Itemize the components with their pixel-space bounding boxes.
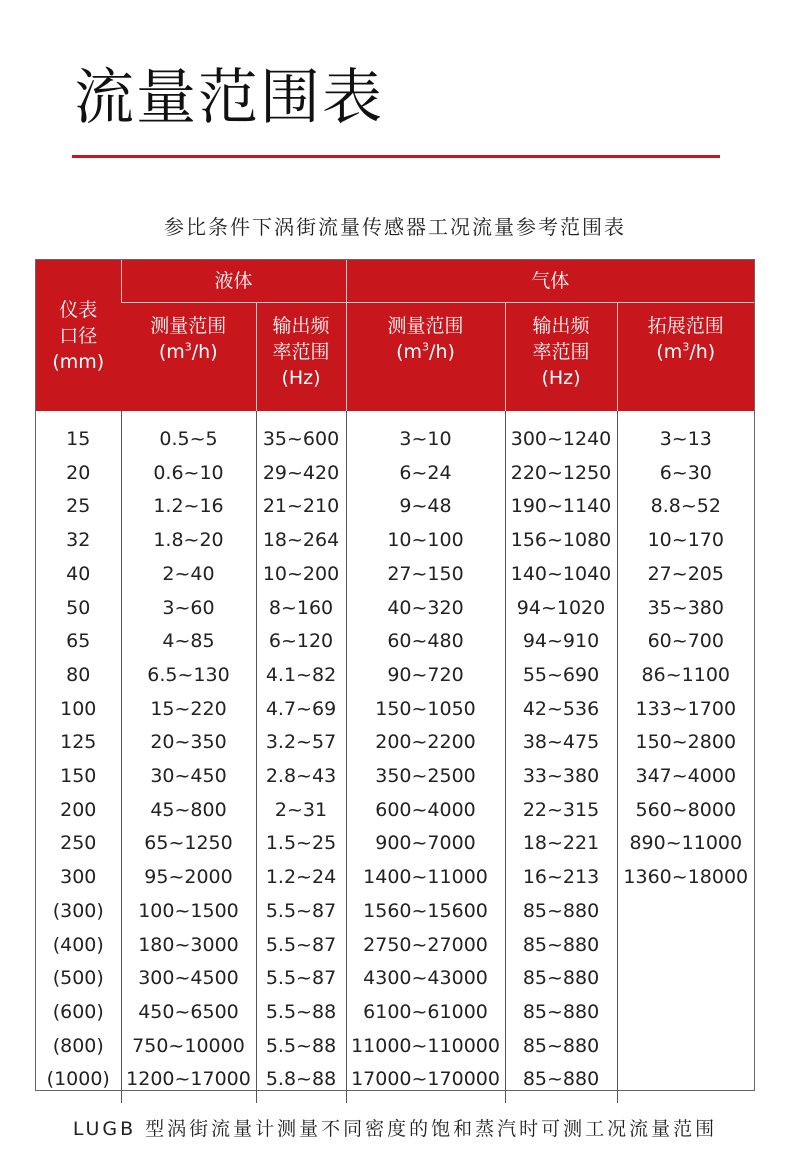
header-gas-range: [346, 303, 505, 412]
cell-gas-freq: 55~690: [505, 659, 617, 693]
table-row: [36, 558, 754, 592]
table-row: [36, 625, 754, 659]
cell-liquid-range: 1.2~16: [121, 490, 256, 524]
title-divider: [72, 155, 720, 158]
cell-gas-freq: 33~380: [505, 760, 617, 794]
cell-liquid-range: 15~220: [121, 693, 256, 727]
table-row: [36, 962, 754, 996]
cell-gas-range: 40~320: [346, 592, 505, 626]
cell-diameter: 25: [66, 495, 91, 518]
cell-liquid-range: 1.8~20: [121, 524, 256, 558]
cell-liquid-range: 450~6500: [121, 996, 256, 1030]
cell-gas-extended: 10~170: [617, 524, 754, 558]
cell-diameter: 15: [66, 428, 91, 450]
cell-liquid-freq: 21~210: [256, 490, 346, 524]
cell-diameter: 40: [66, 562, 91, 585]
cell-gas-range: 1400~11000: [346, 861, 505, 895]
cell-liquid-freq: 5.5~87: [256, 895, 346, 929]
cell-gas-extended: 347~4000: [617, 760, 754, 794]
table-row: [36, 996, 754, 1030]
header-diameter-line3: (mm): [52, 350, 105, 373]
cell-diameter: (1000): [46, 1068, 110, 1091]
cell-gas-freq: 300~1240: [505, 411, 617, 457]
cell-gas-extended: [617, 929, 754, 963]
cell-liquid-freq: 1.5~25: [256, 827, 346, 861]
cell-liquid-freq: 5.5~87: [256, 929, 346, 963]
cell-diameter: 125: [60, 731, 97, 754]
cell-gas-range: 150~1050: [346, 693, 505, 727]
cell-liquid-freq: 18~264: [256, 524, 346, 558]
cell-gas-freq: 85~880: [505, 996, 617, 1030]
cell-gas-freq: 22~315: [505, 794, 617, 828]
cell-liquid-range: 95~2000: [121, 861, 256, 895]
header-liquid-freq-line3: (Hz): [281, 367, 321, 389]
cell-gas-range: 3~10: [346, 411, 505, 457]
header-gas-freq-line3: (Hz): [541, 367, 581, 389]
header-gas-range-unit: $(m^3/h)$: [396, 340, 455, 363]
header-gas-freq-line1: 输出频: [532, 315, 590, 337]
header-liquid-range-label: 测量范围: [150, 315, 227, 337]
cell-liquid-range: 750~10000: [121, 1030, 256, 1064]
cell-liquid-freq: 5.8~88: [256, 1063, 346, 1103]
cell-gas-extended: 890~11000: [617, 827, 754, 861]
cell-gas-range: 10~100: [346, 524, 505, 558]
cell-liquid-freq: 1.2~24: [256, 861, 346, 895]
cell-gas-extended: [617, 895, 754, 929]
cell-liquid-range: 180~3000: [121, 929, 256, 963]
cell-liquid-range: 65~1250: [121, 827, 256, 861]
cell-gas-freq: 140~1040: [505, 558, 617, 592]
cell-gas-extended: 560~8000: [617, 794, 754, 828]
cell-gas-extended: [617, 1030, 754, 1064]
cell-gas-range: 2750~27000: [346, 929, 505, 963]
cell-liquid-freq: 5.5~87: [256, 962, 346, 996]
cell-diameter: (300): [52, 899, 104, 922]
header-gas-extended: [617, 303, 754, 412]
page-title: 流量范围表: [74, 63, 384, 133]
header-liquid-range-unit: $(m^3/h)$: [158, 340, 218, 363]
cell-diameter: 150: [60, 765, 97, 788]
cell-liquid-range: 0.6~10: [121, 457, 256, 491]
cell-gas-freq: 42~536: [505, 693, 617, 727]
cell-liquid-range: 20~350: [121, 726, 256, 760]
header-gas-extended-unit: $(m^3/h)$: [656, 340, 716, 363]
cell-gas-freq: 190~1140: [505, 490, 617, 524]
cell-liquid-range: 1200~17000: [121, 1063, 256, 1103]
footnote: LUGB 型涡街流量计测量不同密度的饱和蒸汽时可测工况流量范围: [72, 1118, 718, 1140]
cell-liquid-range: 300~4500: [121, 962, 256, 996]
header-diameter-line1: 仪表: [59, 298, 98, 321]
table-row: [36, 929, 754, 963]
cell-liquid-range: 4~85: [121, 625, 256, 659]
cell-diameter: 65: [66, 630, 91, 653]
header-liquid-freq: [256, 303, 346, 412]
header-liquid-group: 液体: [121, 260, 346, 303]
cell-gas-freq: 85~880: [505, 1063, 617, 1103]
cell-gas-range: 60~480: [346, 625, 505, 659]
header-diameter-line2: 口径: [59, 324, 98, 347]
table-row: [36, 693, 754, 727]
cell-diameter: 200: [60, 798, 97, 821]
table-row: [36, 592, 754, 626]
table-row: [36, 1030, 754, 1064]
cell-gas-extended: [617, 1063, 754, 1103]
table-row: [36, 861, 754, 895]
cell-gas-extended: 60~700: [617, 625, 754, 659]
table-subtitle: 参比条件下涡街流量传感器工况流量参考范围表: [164, 215, 626, 239]
cell-diameter: 300: [60, 866, 97, 889]
table-row: [36, 895, 754, 929]
cell-gas-range: 9~48: [346, 490, 505, 524]
table-row: [36, 726, 754, 760]
cell-liquid-freq: 8~160: [256, 592, 346, 626]
cell-liquid-freq: 3.2~57: [256, 726, 346, 760]
cell-diameter: 100: [60, 697, 97, 720]
cell-liquid-freq: 5.5~88: [256, 1030, 346, 1064]
cell-gas-freq: 18~221: [505, 827, 617, 861]
cell-liquid-freq: 10~200: [256, 558, 346, 592]
table-row: [36, 794, 754, 828]
cell-gas-freq: 220~1250: [505, 457, 617, 491]
cell-liquid-range: 45~800: [121, 794, 256, 828]
cell-gas-freq: 16~213: [505, 861, 617, 895]
cell-liquid-freq: 2.8~43: [256, 760, 346, 794]
header-gas-freq: [505, 303, 617, 412]
cell-gas-range: 6100~61000: [346, 996, 505, 1030]
table-row: [36, 659, 754, 693]
cell-diameter: 32: [66, 529, 91, 552]
flow-range-table-grid: [36, 260, 754, 1103]
cell-liquid-freq: 4.7~69: [256, 693, 346, 727]
header-gas-range-label: 测量范围: [387, 315, 464, 337]
table-row: [36, 490, 754, 524]
cell-diameter: (500): [52, 967, 104, 990]
cell-diameter: 20: [66, 461, 91, 484]
table-header: [36, 260, 754, 411]
cell-gas-freq: 85~880: [505, 929, 617, 963]
header-liquid-freq-line2: 率范围: [272, 341, 330, 363]
cell-liquid-freq: 2~31: [256, 794, 346, 828]
cell-liquid-freq: 5.5~88: [256, 996, 346, 1030]
table-row: [36, 760, 754, 794]
cell-gas-freq: 94~1020: [505, 592, 617, 626]
header-diameter: [36, 260, 121, 411]
flow-range-table: [35, 259, 755, 1091]
cell-gas-extended: 27~205: [617, 558, 754, 592]
cell-gas-range: 27~150: [346, 558, 505, 592]
cell-gas-range: 6~24: [346, 457, 505, 491]
cell-gas-extended: 8.8~52: [617, 490, 754, 524]
cell-gas-freq: 38~475: [505, 726, 617, 760]
cell-diameter: 250: [60, 832, 97, 855]
cell-gas-extended: 1360~18000: [617, 861, 754, 895]
header-gas-group: 气体: [346, 260, 754, 303]
table-row: [36, 411, 754, 457]
table-row: [36, 524, 754, 558]
cell-gas-range: 90~720: [346, 659, 505, 693]
header-gas-freq-line2: 率范围: [532, 341, 590, 363]
cell-diameter: 80: [66, 663, 91, 686]
cell-diameter: (400): [52, 933, 104, 956]
cell-gas-range: 4300~43000: [346, 962, 505, 996]
cell-gas-range: 17000~170000: [346, 1063, 505, 1103]
cell-liquid-range: 6.5~130: [121, 659, 256, 693]
table-row: [36, 457, 754, 491]
cell-gas-extended: [617, 996, 754, 1030]
cell-liquid-freq: 35~600: [256, 411, 346, 457]
table-row: [36, 1063, 754, 1103]
cell-liquid-range: 100~1500: [121, 895, 256, 929]
cell-gas-extended: 133~1700: [617, 693, 754, 727]
header-liquid-freq-line1: 输出频: [272, 315, 330, 337]
cell-liquid-freq: 4.1~82: [256, 659, 346, 693]
cell-liquid-range: 3~60: [121, 592, 256, 626]
cell-liquid-range: 0.5~5: [121, 411, 256, 457]
cell-gas-range: 600~4000: [346, 794, 505, 828]
cell-gas-range: 1560~15600: [346, 895, 505, 929]
cell-gas-extended: 6~30: [617, 457, 754, 491]
cell-gas-range: 11000~110000: [346, 1030, 505, 1064]
cell-gas-extended: 86~1100: [617, 659, 754, 693]
cell-gas-range: 900~7000: [346, 827, 505, 861]
cell-diameter: 50: [66, 596, 91, 619]
cell-liquid-range: 30~450: [121, 760, 256, 794]
header-liquid-range: [121, 303, 256, 412]
cell-liquid-freq: 29~420: [256, 457, 346, 491]
table-body: [36, 411, 754, 1103]
cell-gas-freq: 85~880: [505, 895, 617, 929]
cell-gas-freq: 85~880: [505, 1030, 617, 1064]
cell-gas-freq: 85~880: [505, 962, 617, 996]
header-gas-extended-label: 拓展范围: [647, 315, 724, 337]
cell-gas-freq: 94~910: [505, 625, 617, 659]
table-row: [36, 827, 754, 861]
cell-liquid-range: 2~40: [121, 558, 256, 592]
cell-gas-extended: 3~13: [617, 411, 754, 457]
cell-diameter: (800): [52, 1034, 104, 1057]
cell-liquid-freq: 6~120: [256, 625, 346, 659]
cell-gas-range: 200~2200: [346, 726, 505, 760]
cell-gas-extended: [617, 962, 754, 996]
cell-gas-extended: 35~380: [617, 592, 754, 626]
cell-gas-freq: 156~1080: [505, 524, 617, 558]
cell-gas-extended: 150~2800: [617, 726, 754, 760]
cell-gas-range: 350~2500: [346, 760, 505, 794]
cell-diameter: (600): [52, 1000, 104, 1023]
